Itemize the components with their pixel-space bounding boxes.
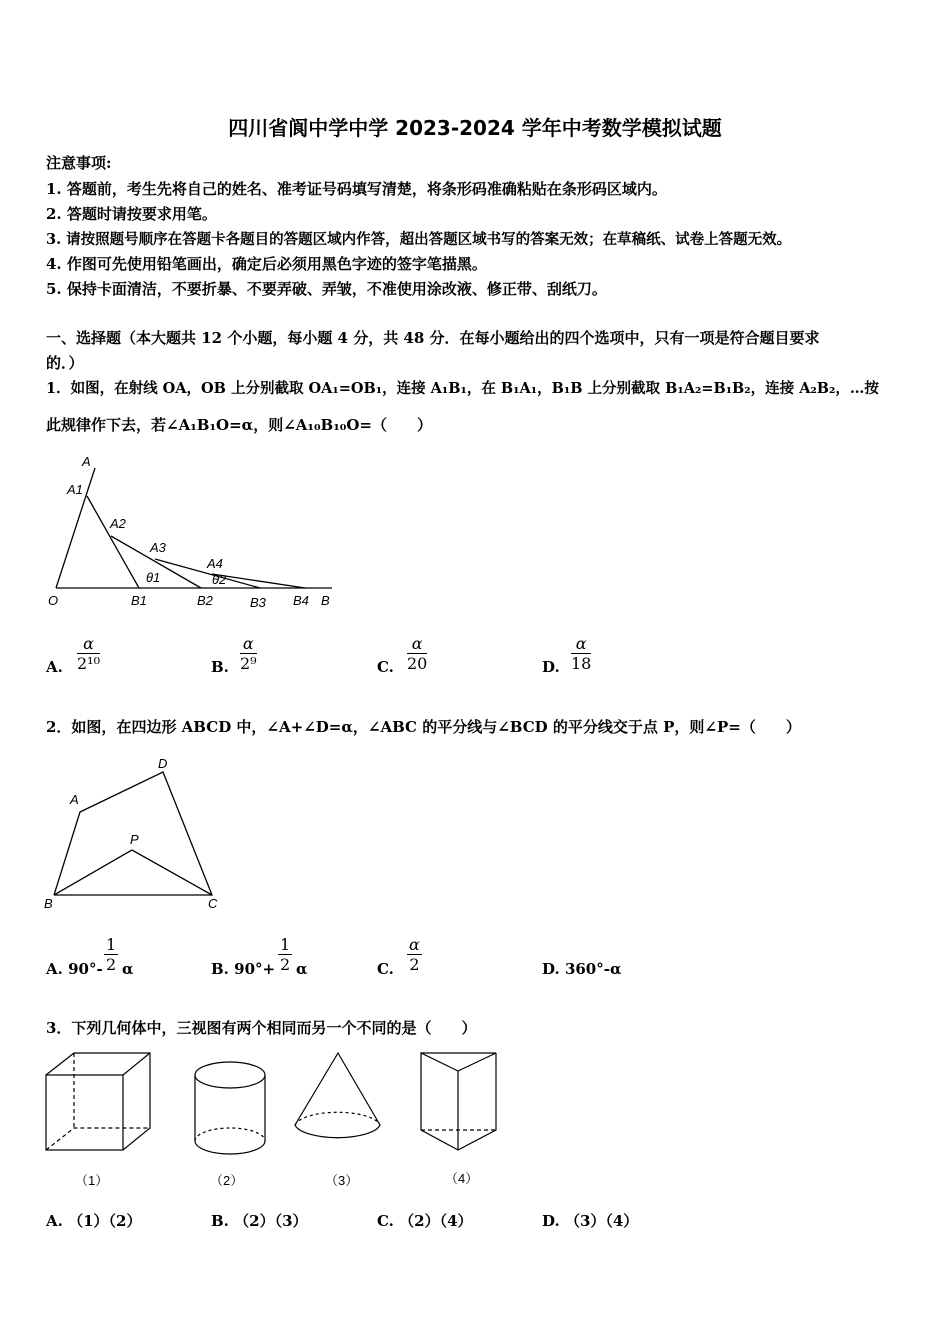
svg-text:B: B [321, 593, 330, 608]
option-b[interactable]: B. 90°+ [211, 960, 276, 978]
option-d-fraction: $\frac{\alpha}{18}$ [571, 634, 592, 673]
option-a[interactable]: A. 90°- [46, 960, 103, 978]
section-heading-cont: 的．） [46, 354, 84, 372]
svg-text:θ1: θ1 [146, 570, 161, 585]
svg-text:（3）: （3） [325, 1173, 359, 1188]
svg-text:（4）: （4） [445, 1171, 479, 1186]
svg-text:（1）: （1） [75, 1173, 109, 1188]
svg-text:（2）: （2） [210, 1173, 244, 1188]
svg-text:A1: A1 [67, 482, 83, 497]
note-item: 2. 答题时请按要求用笔。 [46, 205, 217, 223]
question-3-text: 3．下列几何体中，三视图有两个相同而另一个不同的是（ ） [46, 1019, 477, 1037]
svg-text:B3: B3 [250, 595, 266, 610]
svg-text:A4: A4 [207, 556, 223, 571]
svg-text:B: B [44, 896, 53, 911]
question-2-figure [40, 752, 240, 917]
question-1-text: 1．如图，在射线 OA，OB 上分别截取 OA₁=OB₁，连接 A₁B₁，在 B₁A₁，B₁B 上分别截取 B₁A₂=B₁B₂，连接 A₂B₂，…按 [46, 380, 879, 397]
svg-text:B1: B1 [131, 593, 147, 608]
option-b-suffix: α [296, 960, 308, 978]
option-c[interactable]: C. （2）（4） [377, 1212, 473, 1230]
option-a-suffix: α [122, 960, 134, 978]
page-title: 四川省阆中学中学 2023-2024 学年中考数学模拟试题 [228, 116, 722, 140]
svg-text:θ2: θ2 [212, 572, 227, 587]
option-b[interactable]: B. [211, 658, 229, 676]
svg-text:O: O [48, 593, 59, 608]
note-item: 4. 作图可先使用铅笔画出，确定后必须用黑色字迹的签字笔描黑。 [46, 255, 487, 273]
option-b[interactable]: B. （2）（3） [211, 1212, 308, 1230]
note-item: 1. 答题前，考生先将自己的姓名、准考证号码填写清楚，将条形码准确粘贴在条形码区域内。 [46, 180, 667, 198]
svg-text:D: D [158, 756, 168, 771]
question-1-text-cont: 此规律作下去，若∠A₁B₁O=α，则∠A₁₀B₁₀O=（ ） [46, 416, 433, 434]
option-b-fraction: $\frac{1}{2}$ [280, 935, 291, 974]
option-d[interactable]: D. （3）（4） [542, 1212, 639, 1230]
question-1-figure [40, 450, 340, 615]
option-c-fraction: $\frac{\alpha}{20}$ [407, 634, 428, 673]
option-d[interactable]: D. [542, 658, 560, 676]
svg-text:A2: A2 [110, 516, 126, 531]
svg-text:A3: A3 [150, 540, 166, 555]
option-a[interactable]: A. [46, 658, 63, 676]
svg-text:C: C [208, 896, 218, 911]
question-3-figures [40, 1045, 520, 1195]
svg-text:P: P [130, 832, 139, 847]
option-c[interactable]: C. [377, 960, 394, 978]
note-item: 3. 请按照题号顺序在答题卡各题目的答题区域内作答，超出答题区域书写的答案无效；在草稿纸、试卷上答题无效。 [46, 231, 792, 248]
svg-text:A: A [70, 792, 79, 807]
option-c[interactable]: C. [377, 658, 394, 676]
option-b-fraction: $\frac{\alpha}{\text{2⁹}}$ [240, 634, 257, 673]
option-a-fraction: $\frac{1}{2}$ [106, 935, 117, 974]
svg-text:B2: B2 [197, 593, 213, 608]
section-heading: 一、选择题（本大题共 12 个小题，每小题 4 分，共 48 分．在每小题给出的四个选项中，只有一项是符合题目要求 [46, 329, 820, 347]
option-c-fraction: $\frac{\alpha}{2}$ [409, 935, 420, 974]
option-a[interactable]: A. （1）（2） [46, 1212, 142, 1230]
option-d[interactable]: D. 360°-α [542, 960, 622, 978]
notes-heading: 注意事项: [46, 154, 112, 172]
option-a-fraction: $\frac{\alpha}{\text{2¹⁰}}$ [77, 634, 101, 673]
svg-text:A: A [82, 454, 91, 469]
svg-text:B4: B4 [293, 593, 309, 608]
question-2-text: 2．如图，在四边形 ABCD 中，∠A+∠D=α，∠ABC 的平分线与∠BCD 的平分线交于点 P，则∠P=（ ） [46, 718, 801, 736]
note-item: 5. 保持卡面清洁，不要折暴、不要弄破、弄皱，不准使用涂改液、修正带、刮纸刀。 [46, 280, 607, 298]
